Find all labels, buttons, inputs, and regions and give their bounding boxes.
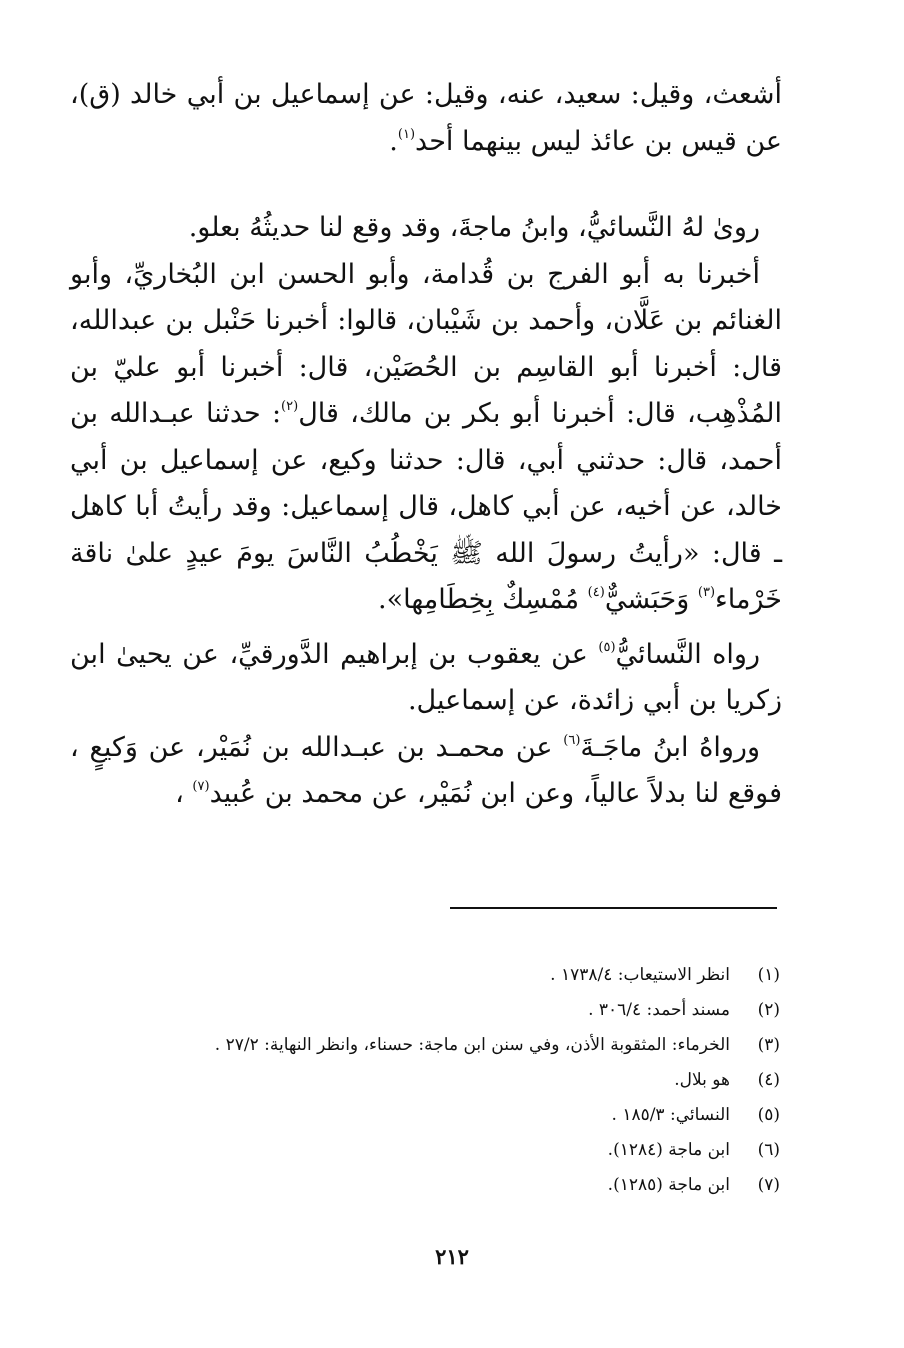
footnotes <box>90 957 780 1202</box>
footnote-text: انظر الاستيعاب: ١٧٣٨/٤ . <box>550 964 730 985</box>
paragraph-4 <box>70 632 782 725</box>
paragraph-1 <box>70 72 782 165</box>
paragraph-3-text-b: : حدثنا عبـدالله بن أحمد، قال: حدثني أبي، قال: حدثنا وكيع، عن إسماعيل بن أبي خالد، عن أخيه، عن أبي كاهل، قال إسماعيل: وقد رأيتُ أبا كاهل ـ قال: «رأيتُ رسولَ الله ﷺ يَخْطُبُ النَّاسَ يومَ عيدٍ علىٰ ناقة خَرْماء <box>70 398 782 615</box>
footnote-number: (٣) <box>757 1034 780 1055</box>
footnote-text: ابن ماجة (١٢٨٥). <box>607 1174 730 1195</box>
footnote-number: (٧) <box>757 1174 780 1195</box>
paragraph-1-end: . <box>389 125 398 157</box>
main-text <box>70 72 782 818</box>
paragraph-3-text-d: مُمْسِكٌ بِخِطَامِها». <box>378 584 588 615</box>
paragraph-3-text-c: وَحَبَشيٌّ <box>604 584 698 615</box>
footnote-number: (٥) <box>757 1104 780 1125</box>
paragraph-3 <box>70 252 782 624</box>
paragraph-2: روىٰ لهُ النَّسائيُّ، وابنُ ماجةَ، وقد وقع لنا حديثُهُ بعلو. <box>188 212 760 243</box>
footnote-2 <box>90 992 780 1027</box>
paragraph-1-text: أشعث، وقيل: سعيد، عنه، وقيل: عن إسماعيل بن أبي خالد (ق)، عن قيس بن عائذ ليس بينهما أحد <box>70 79 782 157</box>
footnote-number: (٤) <box>757 1069 780 1090</box>
footnote-3 <box>90 1027 780 1062</box>
paragraph-3-text-a: أخبرنا به أبو الفرج بن قُدامة، وأبو الحسن ابن البُخاريِّ، وأبو الغنائم بن عَلَّان، وأحمد بن شَيْبان، قالوا: أخبرنا حَنْبل بن عبدالله، قال: أخبرنا أبو القاسِم بن الحُصَيْن، قال: أخبرنا أبو عليّ بن المُذْهِب، قال: أخبرنا أبو بكر بن مالك، قال <box>70 258 782 429</box>
footnote-text: الخرماء: المثقوبة الأذن، وفي سنن ابن ماجة: حسناء، وانظر النهاية: ٢٧/٢ . <box>214 1034 730 1055</box>
footnote-number: (١) <box>757 964 780 985</box>
footnote-text: ابن ماجة (١٢٨٤). <box>607 1139 730 1160</box>
footnote-ref-4[interactable]: (٤) <box>587 585 605 600</box>
footnote-divider <box>450 907 777 909</box>
paragraph-5-text-c: ، <box>175 778 193 809</box>
footnote-number: (٢) <box>757 999 780 1020</box>
paragraph-5-text-a: ورواهُ ابنُ ماجَـةَ <box>580 731 760 763</box>
paragraph-5-text-b: عن محمـد بن عبـدالله بن نُمَيْر، عن وَكيعٍ ، فوقع لنا بدلاً عالياً، وعن ابن نُمَيْر، عن محمد بن عُبيد <box>70 731 782 809</box>
footnote-ref-6[interactable]: (٦) <box>563 732 581 748</box>
page-number: ٢١٢ <box>435 1244 469 1269</box>
footnote-ref-7[interactable]: (٧) <box>192 779 210 794</box>
footnote-number: (٦) <box>757 1139 780 1160</box>
footnote-text: النسائي: ١٨٥/٣ . <box>611 1104 730 1125</box>
footnote-ref-5[interactable]: (٥) <box>598 639 616 655</box>
paragraph-5 <box>70 725 782 818</box>
footnote-7 <box>90 1167 780 1202</box>
footnote-ref-3[interactable]: (٣) <box>697 585 716 600</box>
footnote-ref-2[interactable]: (٢) <box>281 399 299 414</box>
footnote-1 <box>90 957 780 992</box>
footnote-ref-1[interactable]: (١) <box>397 126 416 142</box>
footnote-text: هو بلال. <box>674 1069 730 1090</box>
footnote-6 <box>90 1132 780 1167</box>
footnote-4 <box>90 1062 780 1097</box>
footnote-5 <box>90 1097 780 1132</box>
footnote-text: مسند أحمد: ٣٠٦/٤ . <box>588 999 730 1020</box>
paragraph-4-text-b: عن يعقوب بن إبراهيم الدَّورقيِّ، عن يحيىٰ ابن زكريا بن أبي زائدة، عن إسماعيل. <box>70 638 782 716</box>
paragraph-4-text-a: رواه النَّسائيُّ <box>615 638 760 670</box>
